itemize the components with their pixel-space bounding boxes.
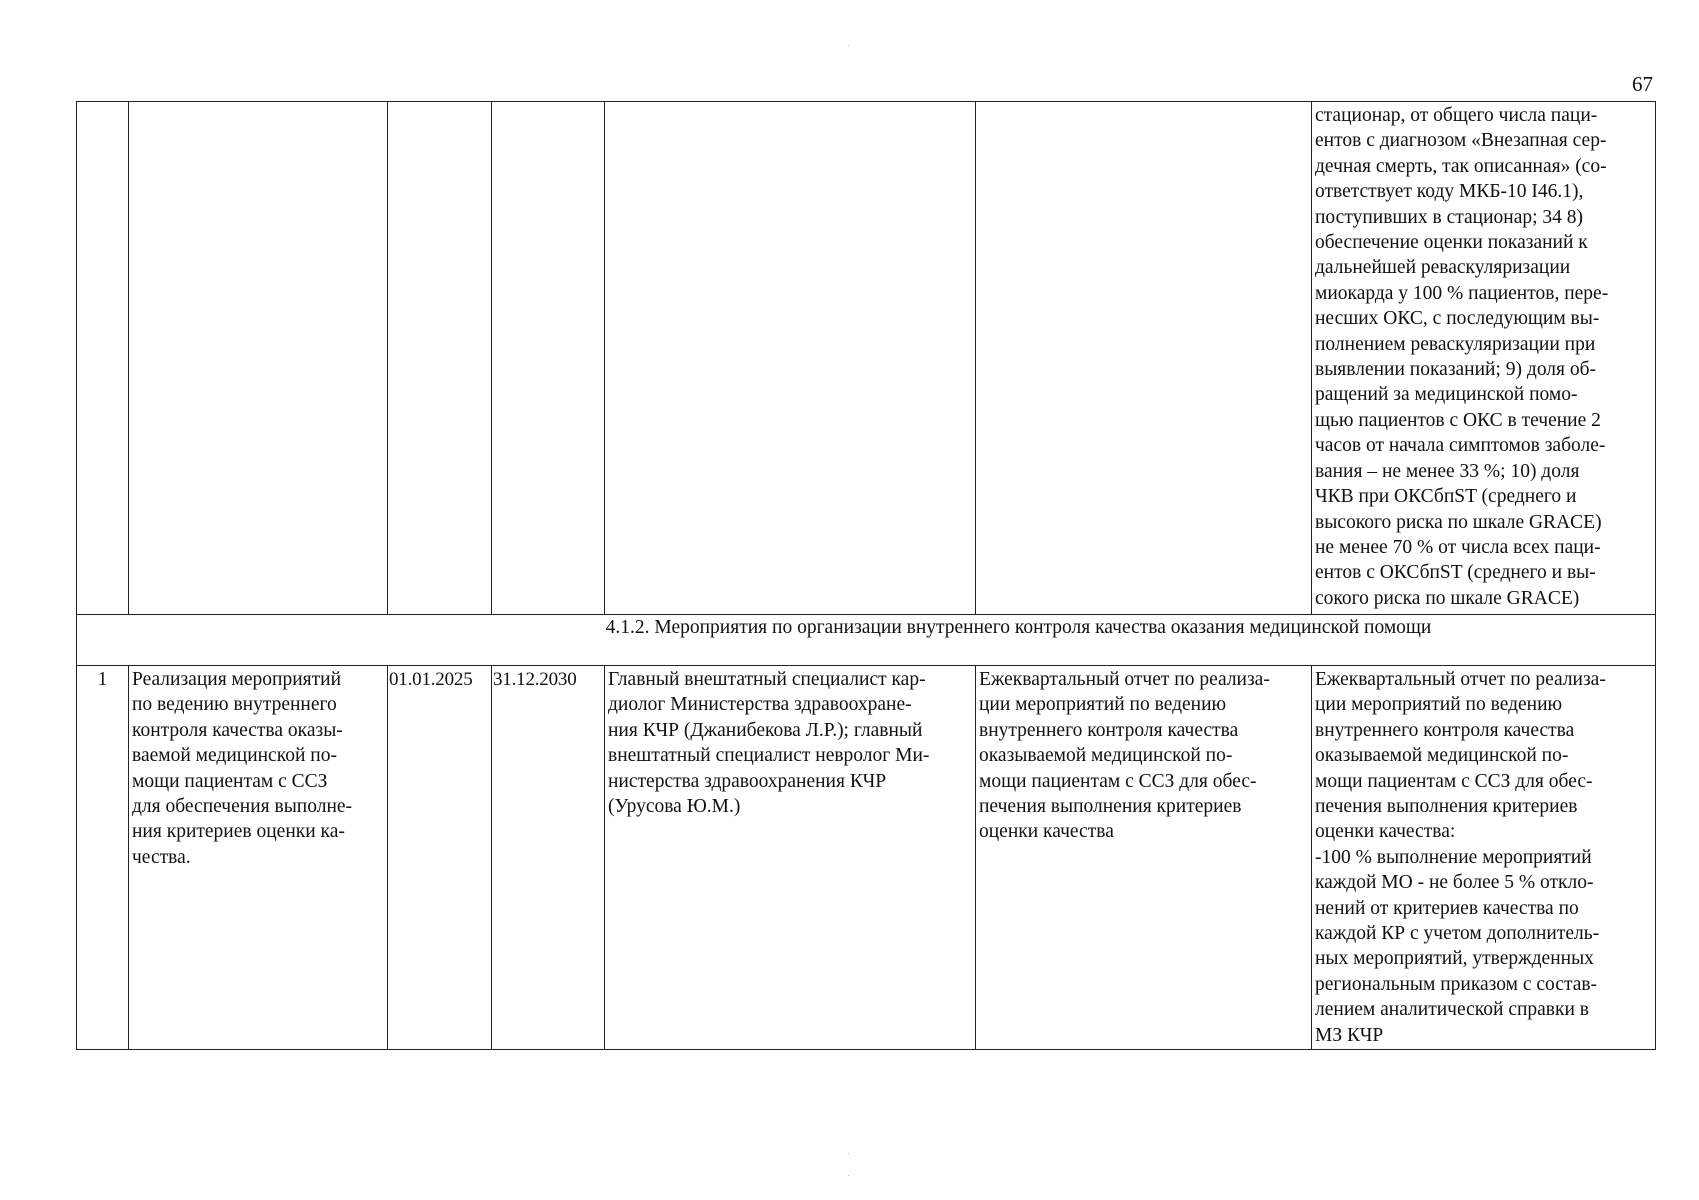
cell-num <box>77 102 129 615</box>
section-heading-text: 4.1.2. Мероприятия по организации внутреннего контроля качества оказания медицинской помощи <box>605 617 1432 638</box>
scan-speck <box>848 1175 849 1176</box>
cell-indicator: стационар, от общего числа паци- ентов с диагнозом «Внезапная сер- дечная смерть, так описанная» (со- ответствует коду МКБ-10 I46.1), поступивших в стационар; 34 8) обеспечение оценки показаний к дальнейшей реваскуляризации миокарда у 100 % пациентов, пере- несших ОКС, с последующим вы- полнением реваскуляризации при выявлении показаний; 9) доля об- ращений за медицинской помо- щью пациентов с ОКС в течение 2 часов от начала симптомов заболе- вания – не менее 33 %; 10) доля ЧКВ при ОКСбпST (среднего и высокого риска по шкале GRACE) не менее 70 % от числа всех паци- ентов с ОКСбпST (среднего и вы- сокого риска по шкале GRACE) <box>1312 102 1656 615</box>
cell-start <box>388 102 492 615</box>
cell-end <box>492 102 605 615</box>
cell-start: 01.01.2025 <box>388 666 492 1050</box>
page-number: 67 <box>1632 72 1653 96</box>
cell-end: 31.12.2030 <box>492 666 605 1050</box>
cell-result <box>976 102 1312 615</box>
cell-indicator: Ежеквартальный отчет по реализа- ции мероприятий по ведению внутреннего контроля качества оказываемой медицинской по- мощи пациентам с ССЗ для обес- печения выполнения критериев оценки качества: -100 % выполнение мероприятий каждой МО - не более 5 % откло- нений от критериев качества по каждой КР с учетом дополнитель- ных мероприятий, утвержденных региональным приказом с состав- лением аналитической справки в МЗ КЧР <box>1312 666 1656 1050</box>
scan-speck <box>848 45 849 46</box>
cell-result: Ежеквартальный отчет по реализа- ции мероприятий по ведению внутреннего контроля качества оказываемой медицинской по- мощи пациентам с ССЗ для обес- печения выполнения критериев оценки качества <box>976 666 1312 1050</box>
cell-num: 1 <box>77 666 129 1050</box>
section-heading-row <box>77 615 1656 666</box>
table-row <box>77 666 1656 1050</box>
scan-speck <box>848 1153 849 1154</box>
measures-table <box>76 101 1656 1050</box>
cell-responsible <box>605 102 976 615</box>
section-heading <box>77 615 1656 666</box>
cell-responsible: Главный внештатный специалист кар- диолог Министерства здравоохране- ния КЧР (Джанибекова Л.Р.); главный внештатный специалист невролог Ми- нистерства здравоохранения КЧР (Урусова Ю.М.) <box>605 666 976 1050</box>
cell-event: Реализация мероприятий по ведению внутреннего контроля качества оказы- ваемой медицинской по- мощи пациентам с ССЗ для обеспечения выполне- ния критериев оценки ка- чества. <box>129 666 388 1050</box>
cell-event <box>129 102 388 615</box>
continued-row <box>77 102 1656 615</box>
